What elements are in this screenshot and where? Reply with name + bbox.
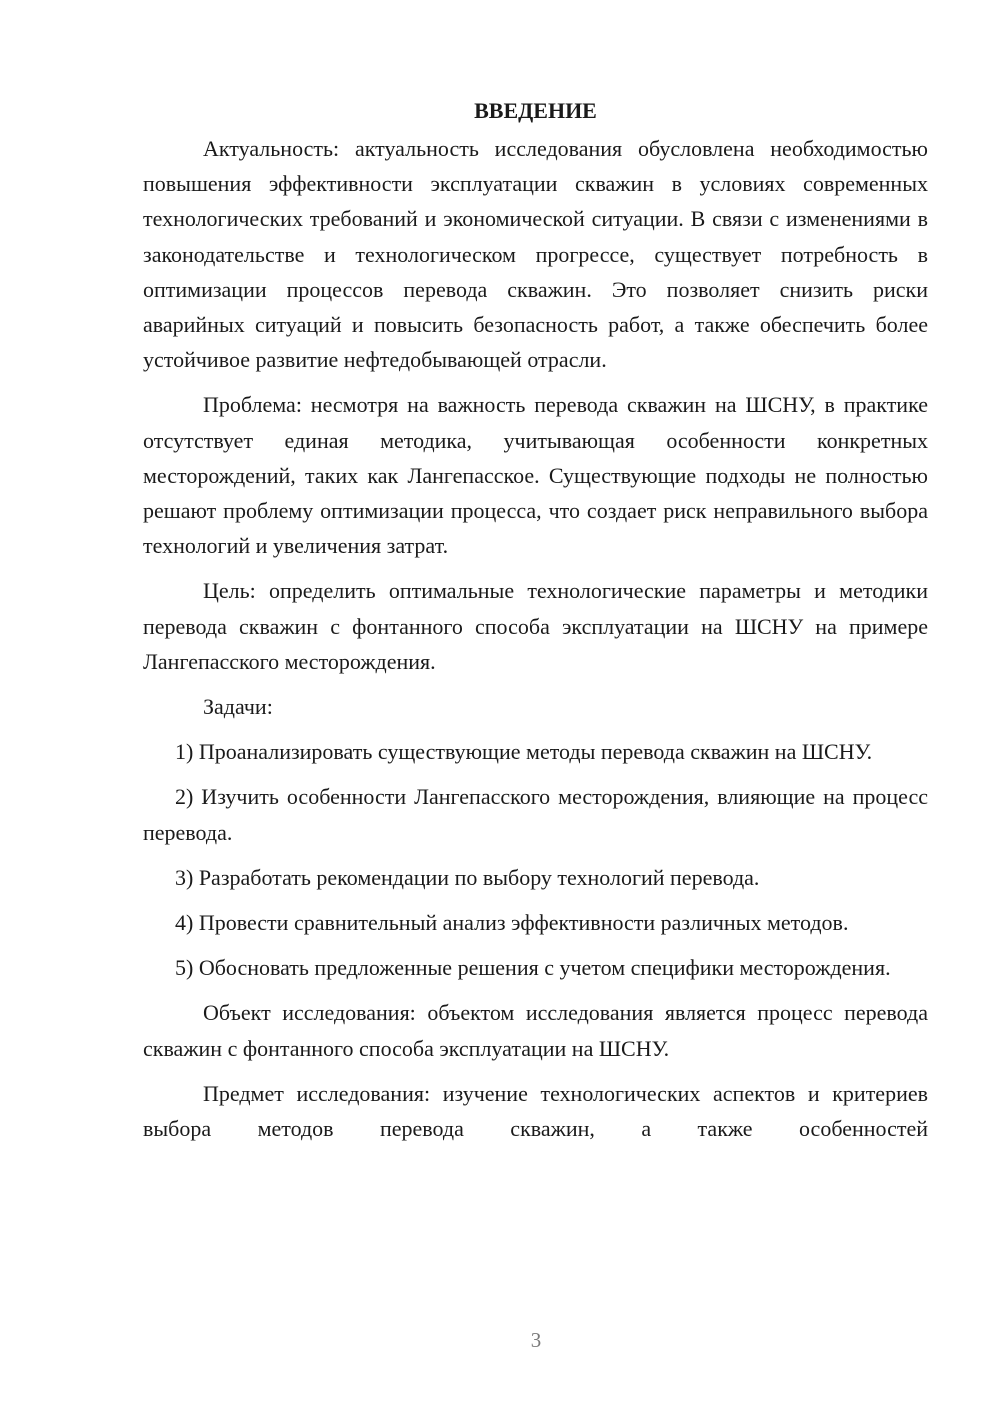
task-item-2: 2) Изучить особенности Лангепасского месторождения, влияющие на процесс перевода.	[143, 784, 928, 845]
paragraph-relevance: Актуальность: актуальность исследования обусловлена необходимостью повышения эффективности эксплуатации скважин в условиях современных технологических требований и экономической ситуации. В связи с изменениями в законодательстве и технологическом прогрессе, существует потребность в оптимизации процессов перевода скважин. Это позволяет снизить риски аварийных ситуаций и повысить безопасность работ, а также обеспечить более устойчивое развитие нефтедобывающей отрасли.	[143, 136, 928, 373]
task-item-4: 4) Провести сравнительный анализ эффективности различных методов.	[175, 910, 849, 936]
paragraph-object: Объект исследования: объектом исследования является процесс перевода скважин с фонтанного способа эксплуатации на ШСНУ.	[143, 1000, 928, 1061]
paragraph-subject: Предмет исследования: изучение технологических аспектов и критериев выбора методов перевода скважин, а также особенностей	[143, 1080, 928, 1142]
section-title: ВВЕДЕНИЕ	[474, 98, 597, 123]
page-number: 3	[530, 1328, 542, 1352]
document-page	[143, 93, 928, 1146]
task-item-5: 5) Обосновать предложенные решения с учетом специфики месторождения.	[175, 955, 891, 981]
task-item-1: 1) Проанализировать существующие методы перевода скважин на ШСНУ.	[175, 739, 873, 765]
paragraph-goal: Цель: определить оптимальные технологические параметры и методики перевода скважин с фонтанного способа эксплуатации на ШСНУ на примере Лангепасского месторождения.	[143, 578, 928, 674]
paragraph-problem: Проблема: несмотря на важность перевода скважин на ШСНУ, в практике отсутствует единая методика, учитывающая особенности конкретных месторождений, таких как Лангепасское. Существующие подходы не полностью решают проблему оптимизации процесса, что создает риск неправильного выбора технологий и увеличения затрат.	[143, 392, 928, 559]
task-item-3: 3) Разработать рекомендации по выбору технологий перевода.	[175, 864, 760, 890]
tasks-heading: Задачи:	[203, 694, 273, 720]
